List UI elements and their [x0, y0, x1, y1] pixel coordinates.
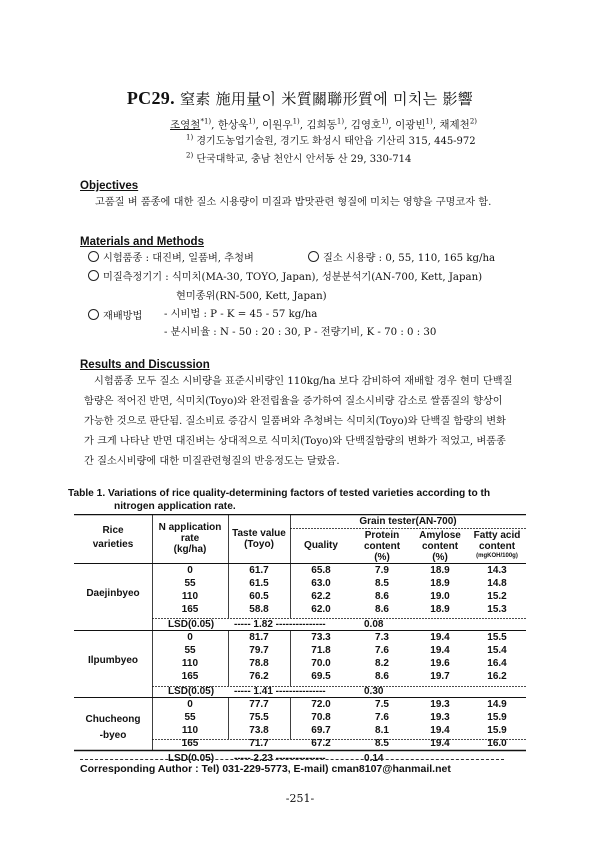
table-cell: 7.5 — [375, 699, 389, 710]
author-list: 조영철$^{*1)}$, 한상욱$^{1)}$, 이원우$^{1)}$, 김희동$^{1)}$, 김영호$^{1)}$, 이광빈$^{1)}$, 채제천$^{2)}$ — [170, 117, 477, 131]
methods-row1-right — [308, 249, 495, 269]
table-cell: 19.4 — [430, 725, 450, 736]
header-n-rate: N application rate (kg/ha) — [158, 522, 222, 555]
table-cell: 19.7 — [430, 671, 450, 682]
lsd-label: LSD(0.05) — [167, 686, 215, 697]
table-cell: 71.7 — [249, 738, 269, 749]
table-cell: 65.8 — [311, 565, 331, 576]
results-line: 함량은 적어진 반면, 식미치(Toyo)와 완전립율을 증가하여 질소시비량 감소로 쌀품질의 향상이 — [84, 396, 503, 407]
lsd-taste-value: ----- 1.82 --------------- — [234, 619, 326, 630]
table-cell: 19.4 — [430, 645, 450, 656]
table-cell: 71.8 — [311, 645, 331, 656]
affiliation-2 — [186, 150, 411, 165]
lsd-protein-value: 0.08 — [364, 619, 384, 630]
methods-cultivation-label: 재배방법 — [103, 311, 143, 322]
table-cell: 15.4 — [487, 645, 507, 656]
table-cell: 62.0 — [311, 604, 331, 615]
table-cell: 61.5 — [249, 578, 269, 589]
table-cell: 0 — [187, 632, 193, 643]
author-sup: *1) — [200, 117, 212, 126]
table-caption — [68, 487, 490, 513]
table-cell: 16.0 — [487, 738, 507, 749]
table-cell: 60.5 — [249, 591, 269, 602]
bullet-circle-icon — [308, 251, 319, 262]
paper-code: PC29. — [126, 88, 175, 108]
methods-row4 — [88, 307, 142, 327]
affiliation-1-sup: 1) — [186, 133, 194, 142]
page-number: -251- — [285, 792, 315, 805]
methods-n-rates: 질소 시용량 : 0, 55, 110, 165 kg/ha — [323, 253, 496, 264]
table-cell: 8.5 — [375, 738, 389, 749]
methods-split-ratio: - 분시비율 : N - 50 : 20 : 30, P - 전량기비, K - 70 : 0 : 30 — [164, 327, 437, 338]
header-taste-value: Taste value (Toyo) — [232, 528, 286, 550]
affiliation-1-text: 경기도농업기술원, 경기도 화성시 태안읍 기산리 315, 445-972 — [196, 136, 476, 147]
methods-row3: 현미종위(RN-500, Kett, Japan) — [176, 291, 327, 302]
methods-row2 — [88, 268, 482, 288]
lsd-label: LSD(0.05) — [167, 619, 215, 630]
table-cell: 19.4 — [430, 738, 450, 749]
affiliation-2-text: 단국대학교, 충남 천안시 안서동 산 29, 330-714 — [196, 154, 412, 165]
table-cell: 79.7 — [249, 645, 269, 656]
table-cell: 55 — [184, 712, 196, 723]
results-line: 간 질소시비량에 대한 미질관련형질의 반응정도는 달랐음. — [84, 456, 340, 467]
table-cell: 70.0 — [311, 658, 331, 669]
header-quality: Quality — [304, 540, 338, 551]
author-name: 이광빈 — [395, 119, 426, 131]
lsd-label: LSD(0.05) — [167, 753, 215, 764]
header-amylose: Amylose content (%) — [419, 530, 461, 563]
table-cell: 81.7 — [249, 632, 269, 643]
table-cell: 16.4 — [487, 658, 507, 669]
table-cell: 110 — [181, 591, 199, 602]
table-cell: 70.8 — [311, 712, 331, 723]
results-line: 가 크게 나타난 반면 대진벼는 상대적으로 식미치(Toyo)와 단백질함량의 변화가 적었고, 벼품종 — [84, 436, 506, 447]
table-cell: 55 — [184, 578, 196, 589]
table-cell: 165 — [181, 604, 199, 615]
variety-label: Daejinbyeo — [86, 588, 140, 599]
table-cell: 18.9 — [430, 604, 450, 615]
table-cell: 18.9 — [430, 565, 450, 576]
table-cell: 19.4 — [430, 632, 450, 643]
table-cell: 15.9 — [487, 712, 507, 723]
bullet-circle-icon — [88, 251, 99, 262]
lsd-protein-value: 0.30 — [364, 686, 384, 697]
table-cell: 69.5 — [311, 671, 331, 682]
author-name: 한상욱 — [217, 119, 249, 131]
author-name: 조영철 — [170, 119, 201, 131]
results-line: 시험품종 모두 질소 시비량을 표준시비량인 110kg/ha 보다 감비하여 재배할 경우 현미 단백질 — [94, 376, 513, 387]
table-cell: 8.6 — [375, 591, 389, 602]
table-cell: 7.6 — [375, 645, 389, 656]
table-cell: 19.0 — [430, 591, 450, 602]
author-sup: 1) — [425, 117, 433, 126]
table-cell: 16.2 — [487, 671, 507, 682]
corresponding-author: Corresponding Author : Tel) 031-229-5773, E-mail) cman8107@hanmail.net — [80, 763, 451, 775]
methods-instruments: 미질측정기기 : 식미치(MA-30, TOYO, Japan), 성분분석기(AN-700, Kett, Japan) — [103, 272, 483, 283]
methods-varieties: 시험품종 : 대진벼, 일품벼, 추청벼 — [103, 253, 254, 264]
paper-title — [0, 88, 600, 109]
table-cell: 73.8 — [249, 725, 269, 736]
table-cell: 18.9 — [430, 578, 450, 589]
table-cell: 62.2 — [311, 591, 331, 602]
lsd-taste-value: ----- 2.23 --------------- — [234, 753, 326, 764]
table-cell: 19.6 — [430, 658, 450, 669]
author-sup: 1) — [292, 117, 300, 126]
affiliation-1 — [186, 132, 476, 147]
header-grain-tester: Grain tester(AN-700) — [359, 516, 457, 527]
table-cell: 110 — [181, 725, 199, 736]
variety-label: Chucheong -byeo — [85, 714, 141, 741]
variety-label: Ilpumbyeo — [87, 655, 138, 666]
table-cell: 19.3 — [430, 699, 450, 710]
table-cell: 78.8 — [249, 658, 269, 669]
table-cell: 15.3 — [487, 604, 507, 615]
table-cell: 72.0 — [311, 699, 331, 710]
bullet-circle-icon — [88, 309, 99, 320]
table-cell: 67.2 — [311, 738, 331, 749]
table-cell: 61.7 — [249, 565, 269, 576]
table-cell: 69.7 — [311, 725, 331, 736]
table-cell: 8.5 — [375, 578, 389, 589]
table-cell: 19.3 — [430, 712, 450, 723]
table-cell: 110 — [181, 658, 199, 669]
table-cell: 15.2 — [487, 591, 507, 602]
author-name: 김희동 — [306, 119, 337, 131]
table-cell: 7.3 — [375, 632, 389, 643]
affiliation-2-sup: 2) — [186, 151, 194, 160]
table-cell: 8.2 — [375, 658, 389, 669]
author-sup: 2) — [469, 117, 477, 126]
table-cell: 73.3 — [311, 632, 331, 643]
objectives-text: 고품질 벼 품종에 대한 질소 시용량이 미질과 밥맛관련 형질에 미치는 영향을 구명코자 함. — [95, 197, 492, 208]
header-protein: Protein content (%) — [363, 530, 401, 563]
table-cell: 8.1 — [375, 725, 389, 736]
results-line: 가능한 것으로 판단됨. 질소비료 증감시 일품벼와 추청벼는 식미치(Toyo)와 단백질 함량의 변화 — [84, 416, 506, 427]
methods-row1-left — [88, 249, 254, 269]
results-heading: Results and Discussion — [80, 359, 210, 371]
header-rice-varieties: Rice varieties — [92, 525, 134, 550]
author-name: 김영호 — [350, 119, 382, 131]
lsd-taste-value: ----- 1.41 --------------- — [234, 686, 326, 697]
table-caption-line2: nitrogen application rate. — [114, 501, 236, 512]
table-cell: 7.6 — [375, 712, 389, 723]
author-name: 이원우 — [262, 119, 293, 131]
table-cell: 7.9 — [375, 565, 389, 576]
bullet-circle-icon — [88, 270, 99, 281]
table-cell: 76.2 — [249, 671, 269, 682]
header-fatty-acid: Fatty acid content (mgKOH/100g) — [473, 530, 521, 559]
methods-fertilizer: - 시비법 : P - K = 45 - 57 kg/ha — [164, 309, 318, 320]
author-sup: 1) — [381, 117, 389, 126]
table-cell: 165 — [181, 738, 199, 749]
table-cell: 14.8 — [487, 578, 507, 589]
table-cell: 77.7 — [249, 699, 269, 710]
objectives-heading: Objectives — [80, 180, 139, 192]
paper-title-text: 窒素 施用量이 米質關聯形質에 미치는 影響 — [179, 90, 474, 108]
table-cell: 63.0 — [311, 578, 331, 589]
methods-heading: Materials and Methods — [80, 236, 204, 248]
table-cell: 75.5 — [249, 712, 269, 723]
table-cell: 8.6 — [375, 671, 389, 682]
footer-divider — [80, 759, 504, 760]
author-sup: 1) — [248, 117, 256, 126]
author-name: 채제천 — [439, 119, 470, 131]
table-cell: 14.9 — [487, 699, 507, 710]
author-sup: 1) — [336, 117, 345, 126]
table-cell: 14.3 — [487, 565, 507, 576]
table-cell: 15.5 — [487, 632, 507, 643]
table-cell: 15.9 — [487, 725, 507, 736]
results-body — [84, 372, 524, 472]
table-cell: 55 — [184, 645, 196, 656]
table-cell: 58.8 — [249, 604, 269, 615]
table-cell: 0 — [187, 699, 193, 710]
table-cell: 8.6 — [375, 604, 389, 615]
table-cell: 165 — [181, 671, 199, 682]
lsd-protein-value: 0.14 — [364, 753, 384, 764]
table-cell: 0 — [187, 565, 193, 576]
table-caption-line1: Table 1. Variations of rice quality-determining factors of tested varieties according to th — [68, 488, 491, 499]
